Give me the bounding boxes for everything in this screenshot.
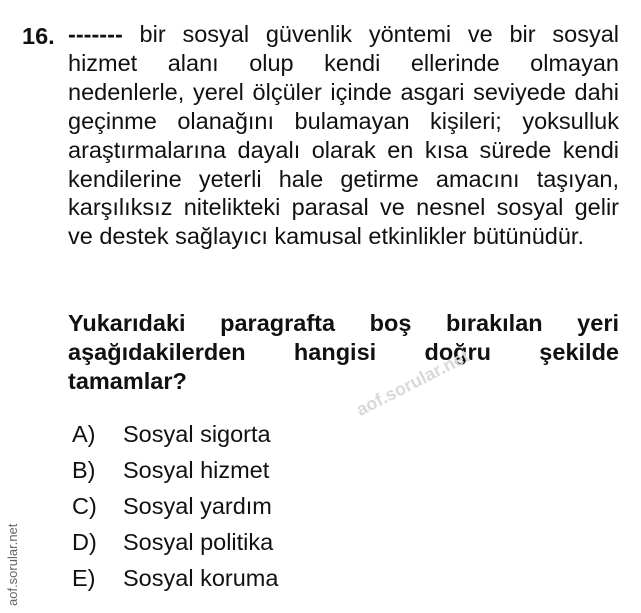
- watermark-center: aof.sorular.net: [353, 345, 473, 420]
- option-text: Sosyal koruma: [123, 565, 279, 591]
- answer-options: [72, 416, 278, 596]
- option-b[interactable]: [72, 452, 278, 488]
- option-text: Sosyal yardım: [123, 493, 272, 519]
- question-number: 16.: [22, 23, 55, 49]
- option-text: Sosyal sigorta: [123, 421, 271, 447]
- question-prompt: Yukarıdaki paragrafta boş bırakılan yeri aşağıdakilerden hangisi doğru şekilde tamamlar?: [68, 310, 619, 394]
- option-letter: C): [72, 493, 97, 519]
- option-d[interactable]: [72, 524, 278, 560]
- question-blank: -------: [68, 21, 123, 47]
- watermark-side: aof.sorular.net: [5, 523, 20, 606]
- option-letter: A): [72, 421, 96, 447]
- option-a[interactable]: [72, 416, 278, 452]
- question-stem-text: bir sosyal güvenlik yöntemi ve bir sosyal hizmet alanı olup kendi ellerinde olmayan nedenlerle, yerel ölçüler içinde asgari seviyede dahi geçinme olanağını bulamayan kişileri; yoksulluk araştırmalarına dayalı olarak en kısa sürede kendi kendilerine yeterli hale getirme amacını taşıyan, karşılıksız nitelikteki parasal ve nesnel sosyal gelir ve destek sağlayıcı kamusal etkinlikler bütünüdür.: [68, 21, 619, 250]
- option-letter: D): [72, 529, 97, 555]
- option-letter: E): [72, 565, 96, 591]
- option-letter: B): [72, 457, 96, 483]
- option-text: Sosyal politika: [123, 529, 274, 555]
- option-e[interactable]: [72, 560, 278, 596]
- option-text: Sosyal hizmet: [123, 457, 270, 483]
- option-c[interactable]: [72, 488, 278, 524]
- question-stem: [68, 20, 619, 251]
